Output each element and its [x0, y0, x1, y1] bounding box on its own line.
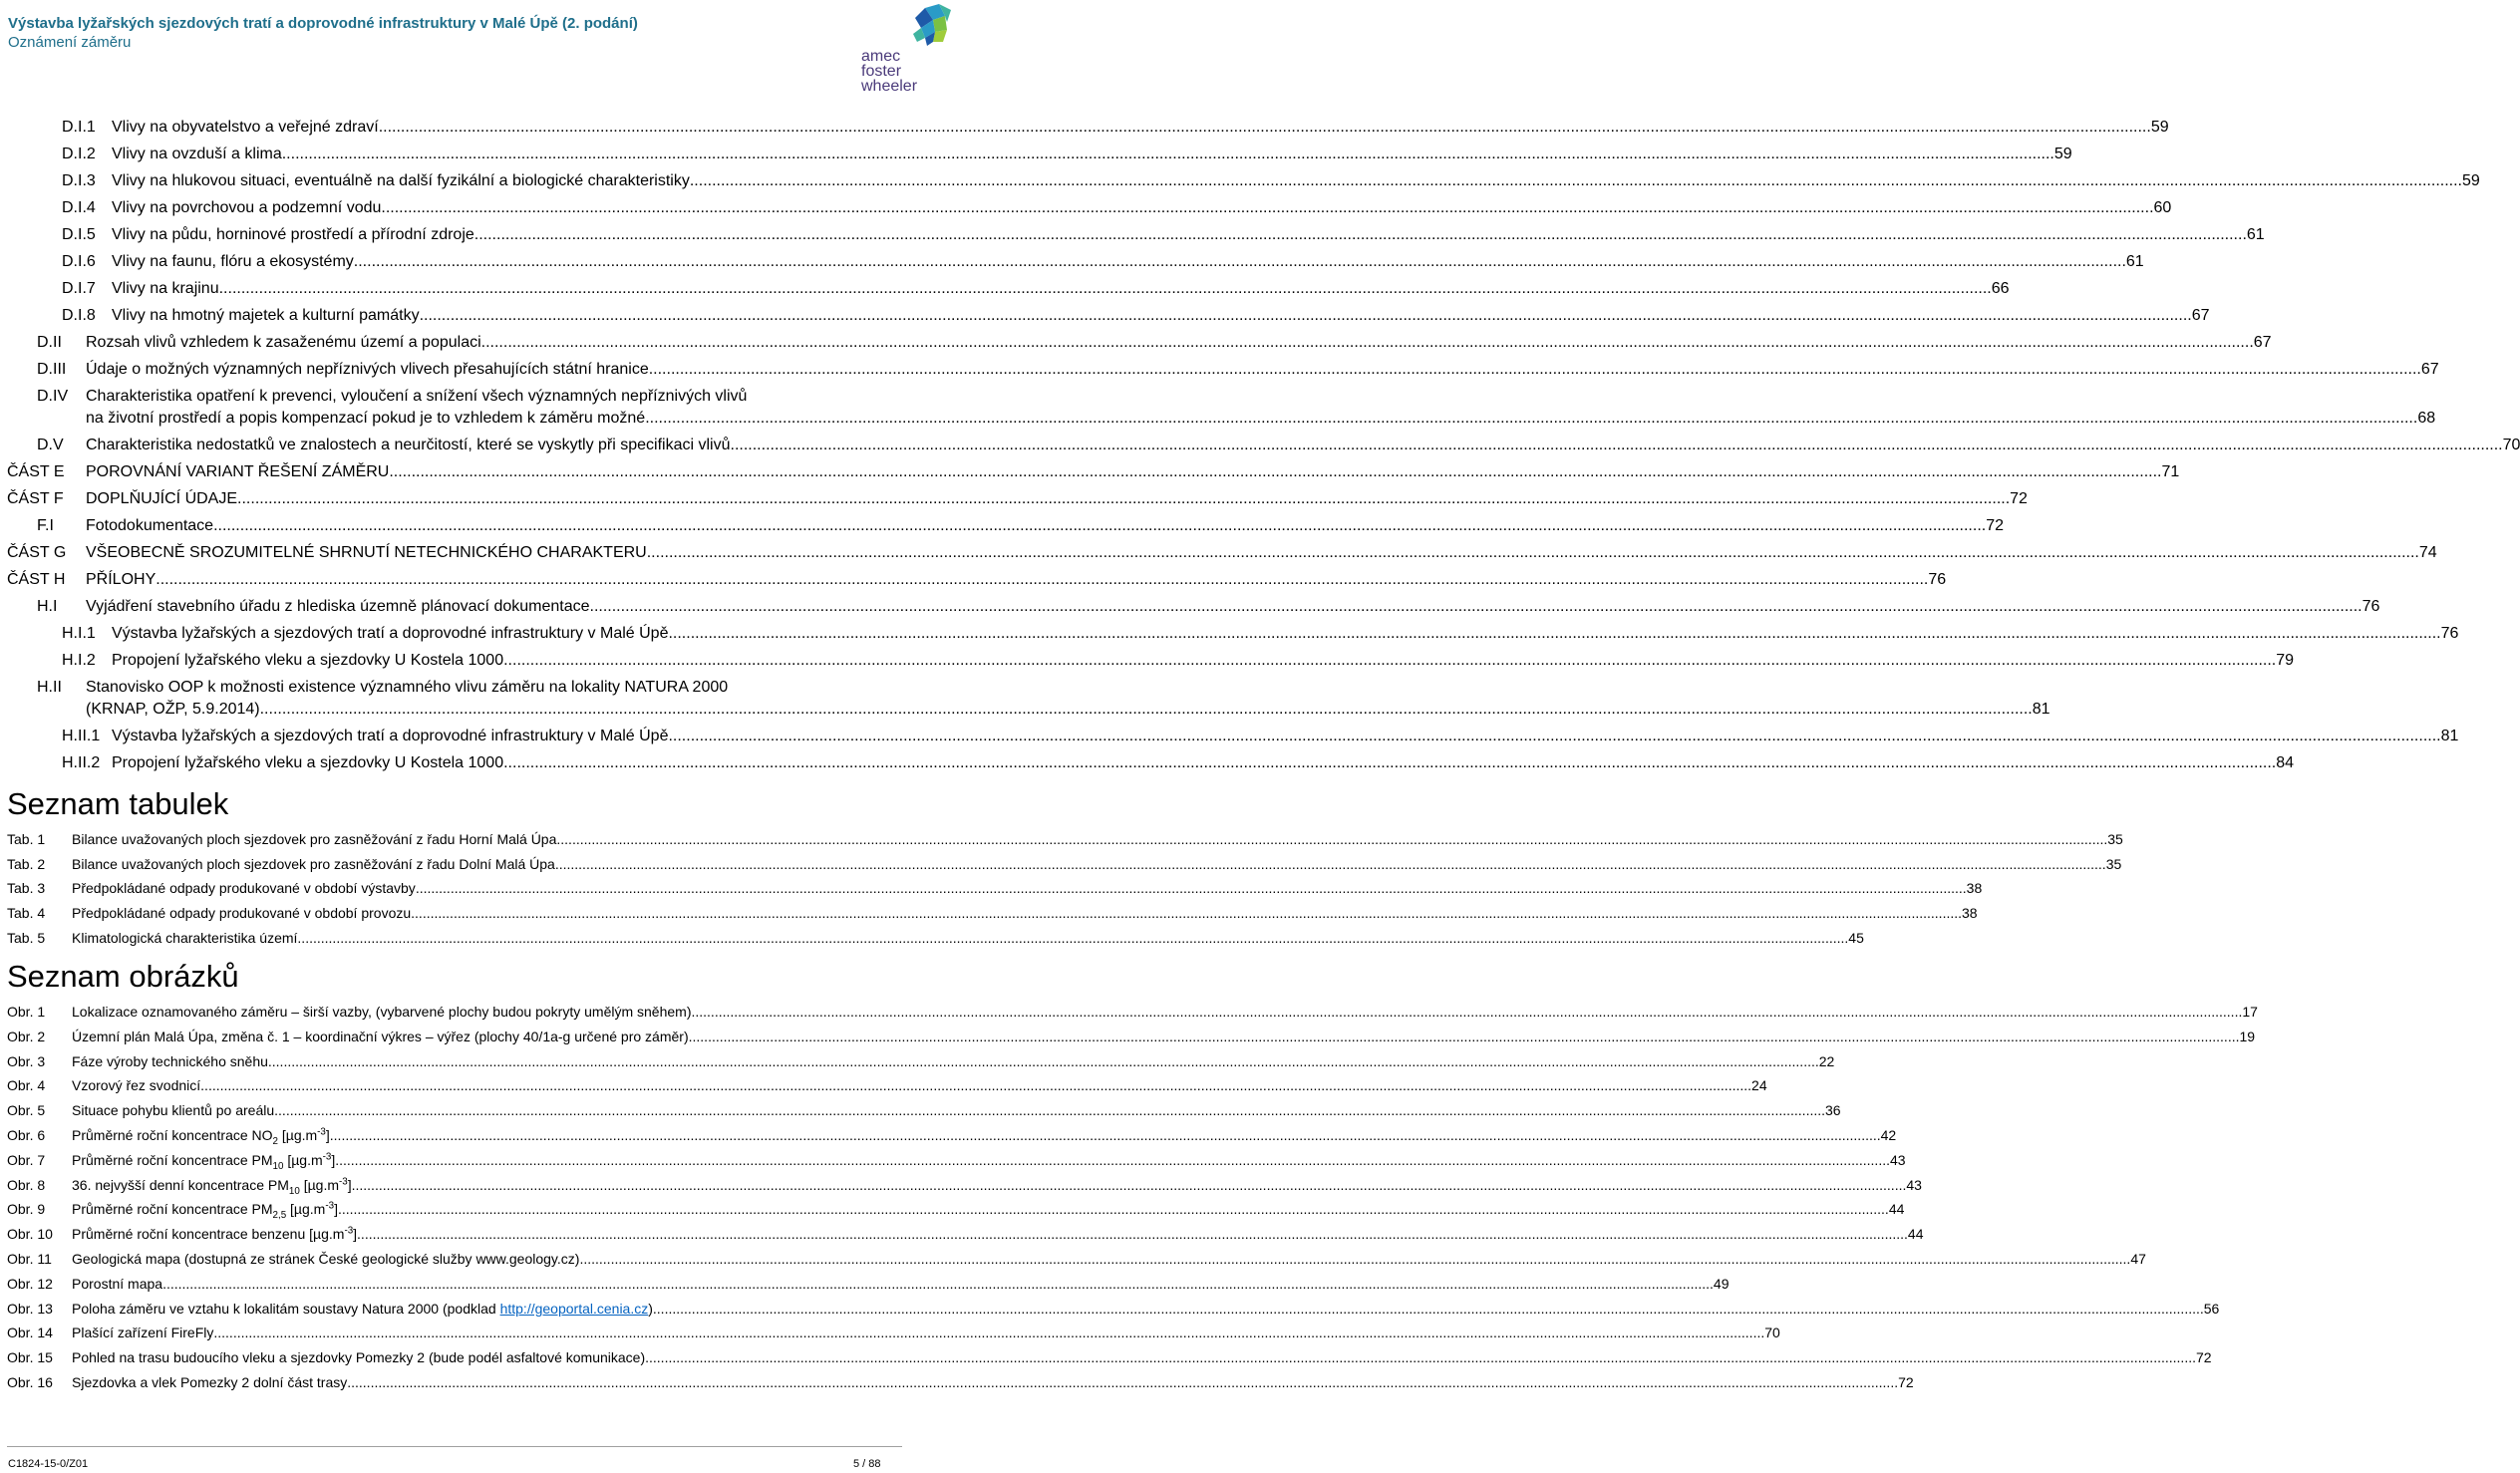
toc-entry-number: ČÁST G: [7, 544, 67, 561]
toc-entry-page: 84: [2276, 754, 2295, 771]
toc-entry-number: H.II.1: [62, 728, 101, 744]
figure-list-item-number: Obr. 13: [7, 1300, 53, 1317]
figure-list-item-title: Územní plán Malá Úpa, změna č. 1 – koordinační výkres – výřez (plochy 40/1a-g určené pro záměr): [72, 1028, 689, 1044]
dot-leader: ................................................................................................................................................................................................................................................................................................................................................................................................................: [237, 490, 2011, 507]
toc-entry-title: Propojení lyžařského vleku a sjezdovky U Kostela 1000: [112, 754, 504, 771]
figure-list-item-title: Průměrné roční koncentrace $PM_{10}$ $[\mu g.m^{-3}]$.: [72, 1151, 340, 1172]
toc-entry-page: 81: [2440, 728, 2459, 744]
toc-entry-number: H.I: [37, 598, 58, 615]
figure-list-item: [72, 1126, 1897, 1147]
toc-entry-page: 81: [2032, 701, 2050, 718]
dot-leader: ................................................................................................................................................................................................................................................................................................................................................................................................................: [411, 905, 1963, 922]
figure-list-item: [72, 1275, 1730, 1293]
figure-list-item-number: Obr. 15: [7, 1349, 53, 1366]
figure-list-item-number: Obr. 10: [7, 1226, 53, 1243]
toc-entry: [112, 198, 2172, 218]
toc-entry-number: D.I.1: [62, 119, 96, 136]
figure-list-item-title: Geologická mapa (dostupná ze stránek České geologické služby www.geology.cz): [72, 1251, 580, 1267]
toc-entry-title: Fotodokumentace: [86, 517, 214, 534]
dot-leader: ................................................................................................................................................................................................................................................................................................................................................................................................................: [480, 334, 2254, 351]
toc-entry: [112, 118, 2169, 138]
toc-entry-number: D.I.4: [62, 199, 96, 216]
dot-leader: ................................................................................................................................................................................................................................................................................................................................................................................................................: [281, 146, 2054, 162]
dot-leader: ................................................................................................................................................................................................................................................................................................................................................................................................................: [267, 1052, 1819, 1069]
dot-leader: ................................................................................................................................................................................................................................................................................................................................................................................................................: [579, 1251, 2131, 1267]
figure-list-item-page: 24: [1751, 1077, 1767, 1094]
toc-entry: [112, 145, 2072, 164]
figure-list-item-superscript: -3: [344, 1225, 354, 1237]
figure-list-item-superscript: -3: [317, 1126, 326, 1138]
toc-entry-number: D.II: [37, 334, 62, 351]
toc-entry-page: 74: [2418, 544, 2437, 561]
figure-list-item-page: 42: [1880, 1127, 1897, 1143]
figure-list-item-page: 36: [1825, 1102, 1841, 1119]
dot-leader: ................................................................................................................................................................................................................................................................................................................................................................................................................: [213, 1325, 1765, 1341]
dot-leader: ................................................................................................................................................................................................................................................................................................................................................................................................................: [645, 1349, 2196, 1366]
figures-heading: Seznam obrázků: [7, 959, 239, 994]
figure-list-item-page: 22: [1818, 1052, 1835, 1069]
figure-list-item-superscript: -3: [325, 1200, 335, 1212]
figure-list-item-page: 43: [1889, 1151, 1906, 1168]
toc-entry-number: ČÁST E: [7, 463, 65, 480]
toc-entry-page: 70: [2502, 437, 2520, 453]
toc-entry: [86, 543, 2437, 563]
dot-leader: ................................................................................................................................................................................................................................................................................................................................................................................................................: [652, 1300, 2204, 1317]
toc-entry: [86, 516, 2004, 536]
toc-entry-page: 68: [2417, 410, 2436, 427]
toc-entry: [86, 436, 2520, 455]
figure-list-item-page: 44: [1907, 1226, 1924, 1243]
figure-list-item-title: Situace pohybu klientů po areálu: [72, 1102, 275, 1119]
footer-page-number: 5 / 88: [853, 1458, 881, 1470]
figure-list-item-superscript: -3: [322, 1151, 332, 1163]
figure-list-item-subscript: 2,5: [272, 1210, 287, 1222]
document-header: [8, 14, 638, 52]
figure-list-item: [72, 1300, 2220, 1318]
geoportal-link[interactable]: http://geoportal.cenia.cz: [499, 1300, 649, 1317]
toc-entry: [86, 700, 2050, 720]
toc-entry-number: F.I: [37, 517, 54, 534]
toc-entry-title: Výstavba lyžařských a sjezdových tratí a doprovodné infrastruktury v Malé Úpě: [112, 625, 669, 642]
toc-entry-title: Rozsah vlivů vzhledem k zasaženému území a populaci: [86, 334, 481, 351]
toc-entry: [112, 306, 2210, 326]
toc-entry-title: Charakteristika opatření k prevenci, vyloučení a snížení všech významných nepříznivých vlivů: [86, 388, 748, 405]
figure-list-item-title: Poloha záměru ve vztahu k lokalitám soustavy Natura 2000 (podklad http://geoportal.cenia.cz): [72, 1300, 653, 1317]
table-list-item: [72, 904, 1978, 922]
dot-leader: ................................................................................................................................................................................................................................................................................................................................................................................................................: [200, 1077, 1752, 1094]
footer-divider: [7, 1446, 902, 1447]
toc-entry-page: 76: [1928, 571, 1947, 588]
toc-entry-number: D.I.7: [62, 280, 96, 297]
figure-list-item: [72, 1076, 1767, 1094]
figure-list-item-title: Lokalizace oznamovaného záměru – širší vazby, (vybarvené plochy budou pokryty umělým sněhem): [72, 1004, 692, 1020]
dot-leader: ................................................................................................................................................................................................................................................................................................................................................................................................................: [162, 1275, 1714, 1292]
toc-entry: [112, 753, 2295, 773]
toc-entry-title: Výstavba lyžařských a sjezdových tratí a doprovodné infrastruktury v Malé Úpě: [112, 728, 669, 744]
logo-wordmark: amec foster wheeler: [861, 48, 918, 95]
toc-entry: [86, 462, 2180, 482]
figure-list-item-page: 56: [2203, 1300, 2220, 1317]
dot-leader: ................................................................................................................................................................................................................................................................................................................................................................................................................: [378, 119, 2151, 136]
toc-entry-title: VŠEOBECNĚ SROZUMITELNÉ SHRNUTÍ NETECHNICKÉHO CHARAKTERU: [86, 544, 647, 561]
toc-entry: [112, 727, 2459, 746]
toc-entry-page: 72: [2010, 490, 2028, 507]
dot-leader: ................................................................................................................................................................................................................................................................................................................................................................................................................: [337, 1201, 1889, 1218]
figure-list-item-number: Obr. 5: [7, 1102, 46, 1119]
figure-list-item: [72, 1225, 1924, 1243]
dot-leader: ................................................................................................................................................................................................................................................................................................................................................................................................................: [339, 1151, 1890, 1168]
figure-list-item: [72, 1052, 1835, 1070]
dot-leader: ................................................................................................................................................................................................................................................................................................................................................................................................................: [689, 172, 2462, 189]
table-list-item-title: Bilance uvažovaných ploch sjezdovek pro zasněžování z řadu Dolní Malá Úpa: [72, 855, 555, 872]
dot-leader: ................................................................................................................................................................................................................................................................................................................................................................................................................: [645, 410, 2418, 427]
dot-leader: ................................................................................................................................................................................................................................................................................................................................................................................................................: [688, 1028, 2240, 1044]
figure-list-item: [72, 1250, 2146, 1268]
table-list-item-page: 38: [1962, 905, 1978, 922]
toc-entry: [112, 624, 2459, 644]
figure-list-item-number: Obr. 1: [7, 1004, 46, 1020]
figure-list-item-page: 72: [1898, 1374, 1914, 1390]
table-list-item-page: 35: [2105, 855, 2122, 872]
table-list-item: [72, 879, 1983, 897]
toc-entry-page: 59: [2053, 146, 2072, 162]
dot-leader: ................................................................................................................................................................................................................................................................................................................................................................................................................: [156, 571, 1929, 588]
toc-entry-number: D.I.6: [62, 253, 96, 270]
figure-list-item-page: 44: [1888, 1201, 1905, 1218]
toc-entry-number: H.II.2: [62, 754, 101, 771]
figure-list-item-page: 43: [1906, 1176, 1922, 1193]
table-list-item-title: Předpokládané odpady produkované v období výstavby: [72, 880, 416, 897]
footer-doc-id: C1824-15-0/Z01: [8, 1458, 89, 1470]
toc-entry-number: D.III: [37, 361, 67, 378]
table-list-item-page: 38: [1966, 880, 1983, 897]
figure-list-item-title: Průměrné roční koncentrace $NO_2$ $[\mu g.m^{-3}]$: [72, 1126, 330, 1147]
document-title: Výstavba lyžařských sjezdových tratí a doprovodné infrastruktury v Malé Úpě (2. podání): [8, 15, 638, 32]
dot-leader: ................................................................................................................................................................................................................................................................................................................................................................................................................: [415, 880, 1967, 897]
dot-leader: ................................................................................................................................................................................................................................................................................................................................................................................................................: [259, 701, 2033, 718]
dot-leader: ................................................................................................................................................................................................................................................................................................................................................................................................................: [329, 1127, 1881, 1143]
toc-entry-number: D.I.2: [62, 146, 96, 162]
dot-leader: ................................................................................................................................................................................................................................................................................................................................................................................................................: [357, 1226, 1908, 1243]
toc-entry: [86, 360, 2439, 380]
dot-leader: ................................................................................................................................................................................................................................................................................................................................................................................................................: [389, 463, 2162, 480]
toc-entry-number: H.I.2: [62, 652, 96, 669]
dot-leader: ................................................................................................................................................................................................................................................................................................................................................................................................................: [297, 929, 1849, 946]
toc-entry-number: D.I.3: [62, 172, 96, 189]
figure-list-item-number: Obr. 16: [7, 1374, 53, 1390]
toc-entry-page: 60: [2153, 199, 2172, 216]
toc-entry-title: Vlivy na hlukovou situaci, eventuálně na další fyzikální a biologické charakteristiky: [112, 172, 690, 189]
figure-list-item: [72, 1028, 2256, 1045]
figure-list-item-number: Obr. 11: [7, 1251, 52, 1267]
toc-entry: [112, 279, 2010, 299]
toc-entry-page: 67: [2420, 361, 2439, 378]
toc-entry-title: na životní prostředí a popis kompenzací pokud je to vzhledem k záměru možné: [86, 410, 646, 427]
toc-entry-title: Stanovisko OOP k možnosti existence významného vlivu záměru na lokality NATURA 2000: [86, 679, 729, 696]
dot-leader: ................................................................................................................................................................................................................................................................................................................................................................................................................: [347, 1374, 1899, 1390]
dot-leader: ................................................................................................................................................................................................................................................................................................................................................................................................................: [419, 307, 2192, 324]
dot-leader: ................................................................................................................................................................................................................................................................................................................................................................................................................: [648, 361, 2421, 378]
toc-entry-page: 79: [2276, 652, 2295, 669]
figure-list-item: [72, 1101, 1841, 1119]
toc-entry-number: D.I.8: [62, 307, 96, 324]
toc-entry-title: (KRNAP, OŽP, 5.9.2014): [86, 701, 260, 718]
toc-entry-title: Vlivy na obyvatelstvo a veřejné zdraví: [112, 119, 379, 136]
toc-entry-title: Propojení lyžařského vleku a sjezdovky U Kostela 1000: [112, 652, 504, 669]
toc-entry: [112, 252, 2144, 272]
figure-list-item-title: Plašící zařízení FireFly: [72, 1325, 214, 1341]
toc-entry-page: 67: [2191, 307, 2210, 324]
figure-list-item-subscript: 10: [288, 1185, 300, 1197]
toc-entry-number: H.I.1: [62, 625, 96, 642]
toc-entry-page: 67: [2253, 334, 2272, 351]
table-list-item: [72, 855, 2122, 873]
dot-leader: ................................................................................................................................................................................................................................................................................................................................................................................................................: [503, 652, 2277, 669]
dot-leader: ................................................................................................................................................................................................................................................................................................................................................................................................................: [730, 437, 2503, 453]
figure-list-item-title: 36. nejvyšší denní koncentrace $PM_{10}$ $[\mu g.m^{-3}]$.: [72, 1175, 356, 1197]
figure-list-item-superscript: -3: [339, 1175, 348, 1187]
figure-list-item: [72, 1003, 2258, 1021]
toc-entry-title: Údaje o možných významných nepříznivých vlivech přesahujících státní hranice: [86, 361, 649, 378]
figure-list-item-number: Obr. 6: [7, 1127, 46, 1143]
toc-entry: [112, 651, 2295, 671]
figure-list-item: [72, 1175, 1922, 1197]
toc-entry: [86, 489, 2028, 509]
toc-entry-page: 61: [2246, 226, 2265, 243]
toc-entry: [112, 171, 2480, 191]
table-list-item-number: Tab. 2: [7, 855, 46, 872]
toc-entry-page: 61: [2125, 253, 2144, 270]
toc-entry-page: 76: [2362, 598, 2380, 615]
table-list-item-title: Bilance uvažovaných ploch sjezdovek pro zasněžování z řadu Horní Malá Úpa: [72, 831, 557, 847]
figure-list-item-page: 47: [2130, 1251, 2146, 1267]
toc-entry-page: 76: [2440, 625, 2459, 642]
figure-list-item-title: Porostní mapa: [72, 1275, 163, 1292]
toc-entry-page: 59: [2461, 172, 2480, 189]
document-subtitle: Oznámení záměru: [8, 34, 132, 51]
figure-list-item: [72, 1373, 1914, 1391]
toc-entry-page: 59: [2150, 119, 2169, 136]
figure-list-item-page: 72: [2195, 1349, 2212, 1366]
dot-leader: ................................................................................................................................................................................................................................................................................................................................................................................................................: [355, 1176, 1907, 1193]
figure-list-item-subscript: 2: [272, 1135, 278, 1147]
tables-heading: Seznam tabulek: [7, 786, 229, 821]
table-list-item-number: Tab. 3: [7, 880, 46, 897]
figure-list-item-title: Průměrné roční koncentrace $PM_{2,5}$ $[\mu g.m^{-3}]$: [72, 1200, 338, 1222]
toc-entry-title: Vyjádření stavebního úřadu z hlediska územně plánovací dokumentace: [86, 598, 590, 615]
dot-leader: ................................................................................................................................................................................................................................................................................................................................................................................................................: [646, 544, 2419, 561]
toc-entry-title: Vlivy na ovzduší a klima: [112, 146, 282, 162]
figure-list-item-title: Pohled na trasu budoucího vleku a sjezdovky Pomezky 2 (bude podél asfaltové komunikace): [72, 1349, 646, 1366]
figure-list-item-number: Obr. 8: [7, 1176, 46, 1193]
table-list-item-title: Předpokládané odpady produkované v období provozu: [72, 905, 412, 922]
figure-list-item-number: Obr. 3: [7, 1052, 46, 1069]
figure-list-item: [72, 1348, 2212, 1366]
figure-list-item-page: 49: [1713, 1275, 1730, 1292]
table-list-item: [72, 929, 1864, 947]
figure-list-item-number: Obr. 7: [7, 1151, 46, 1168]
figure-list-item: [72, 1151, 1906, 1172]
figure-list-item: [72, 1200, 1905, 1222]
dot-leader: ................................................................................................................................................................................................................................................................................................................................................................................................................: [381, 199, 2154, 216]
figure-list-item-page: 19: [2239, 1028, 2256, 1044]
table-list-item-number: Tab. 1: [7, 831, 46, 847]
figure-list-item-number: Obr. 14: [7, 1325, 53, 1341]
dot-leader: ................................................................................................................................................................................................................................................................................................................................................................................................................: [473, 226, 2247, 243]
table-list-item-page: 45: [1848, 929, 1864, 946]
figure-list-item-subscript: 10: [272, 1160, 284, 1172]
toc-entry-page: 66: [1991, 280, 2010, 297]
toc-entry-number: D.V: [37, 437, 64, 453]
toc-entry: [112, 225, 2265, 245]
dot-leader: ................................................................................................................................................................................................................................................................................................................................................................................................................: [503, 754, 2277, 771]
toc-entry-number: D.I.5: [62, 226, 96, 243]
toc-entry-number: D.IV: [37, 388, 69, 405]
toc-entry-title: POROVNÁNÍ VARIANT ŘEŠENÍ ZÁMĚRU: [86, 463, 390, 480]
toc-entry-number: ČÁST F: [7, 490, 64, 507]
dot-leader: ................................................................................................................................................................................................................................................................................................................................................................................................................: [668, 625, 2441, 642]
table-list-item: [72, 830, 2123, 848]
figure-list-item-number: Obr. 4: [7, 1077, 46, 1094]
dot-leader: ................................................................................................................................................................................................................................................................................................................................................................................................................: [213, 517, 1987, 534]
figure-list-item-page: 17: [2242, 1004, 2258, 1020]
toc-entry-title: Vlivy na povrchovou a podzemní vodu: [112, 199, 382, 216]
dot-leader: ................................................................................................................................................................................................................................................................................................................................................................................................................: [218, 280, 1992, 297]
table-list-item-title: Klimatologická charakteristika území: [72, 929, 298, 946]
toc-entry: [86, 597, 2380, 617]
table-list-item-page: 35: [2107, 831, 2123, 847]
toc-entry-number: ČÁST H: [7, 571, 66, 588]
dot-leader: ................................................................................................................................................................................................................................................................................................................................................................................................................: [554, 855, 2106, 872]
dot-leader: ................................................................................................................................................................................................................................................................................................................................................................................................................: [589, 598, 2362, 615]
dot-leader: ................................................................................................................................................................................................................................................................................................................................................................................................................: [668, 728, 2441, 744]
toc-entry: [86, 333, 2272, 353]
toc-entry-title: Vlivy na půdu, horninové prostředí a přírodní zdroje: [112, 226, 474, 243]
figure-list-item-page: 70: [1764, 1325, 1780, 1341]
toc-entry-title: PŘÍLOHY: [86, 571, 157, 588]
table-list-item-number: Tab. 5: [7, 929, 46, 946]
figure-list-item-number: Obr. 9: [7, 1201, 46, 1218]
figure-list-item: [72, 1324, 1780, 1341]
figure-list-item-title: Vzorový řez svodnicí: [72, 1077, 201, 1094]
figure-list-item-number: Obr. 2: [7, 1028, 46, 1044]
figure-list-item-title: Průměrné roční koncentrace benzenu $[\mu g.m^{-3}]$: [72, 1225, 358, 1243]
toc-entry-title: Vlivy na faunu, flóru a ekosystémy: [112, 253, 354, 270]
toc-entry-title: Charakteristika nedostatků ve znalostech a neurčitostí, které se vyskytly při specifikaci vlivů: [86, 437, 731, 453]
dot-leader: ................................................................................................................................................................................................................................................................................................................................................................................................................: [274, 1102, 1826, 1119]
table-list-item-number: Tab. 4: [7, 905, 46, 922]
dot-leader: ................................................................................................................................................................................................................................................................................................................................................................................................................: [556, 831, 2108, 847]
toc-entry-title: Vlivy na hmotný majetek a kulturní památky: [112, 307, 420, 324]
toc-entry-title: DOPLŇUJÍCÍ ÚDAJE: [86, 490, 238, 507]
toc-entry: [86, 409, 2436, 429]
toc-entry-page: 72: [1986, 517, 2004, 534]
dot-leader: ................................................................................................................................................................................................................................................................................................................................................................................................................: [691, 1004, 2243, 1020]
toc-entry-page: 71: [2161, 463, 2180, 480]
toc-entry-number: H.II: [37, 679, 62, 696]
figure-list-item-number: Obr. 12: [7, 1275, 53, 1292]
toc-entry-title: Vlivy na krajinu: [112, 280, 219, 297]
figure-list-item-title: Sjezdovka a vlek Pomezky 2 dolní část trasy: [72, 1374, 348, 1390]
figure-list-item-title: Fáze výroby technického sněhu: [72, 1052, 268, 1069]
dot-leader: ................................................................................................................................................................................................................................................................................................................................................................................................................: [353, 253, 2126, 270]
toc-entry: [86, 570, 1947, 590]
